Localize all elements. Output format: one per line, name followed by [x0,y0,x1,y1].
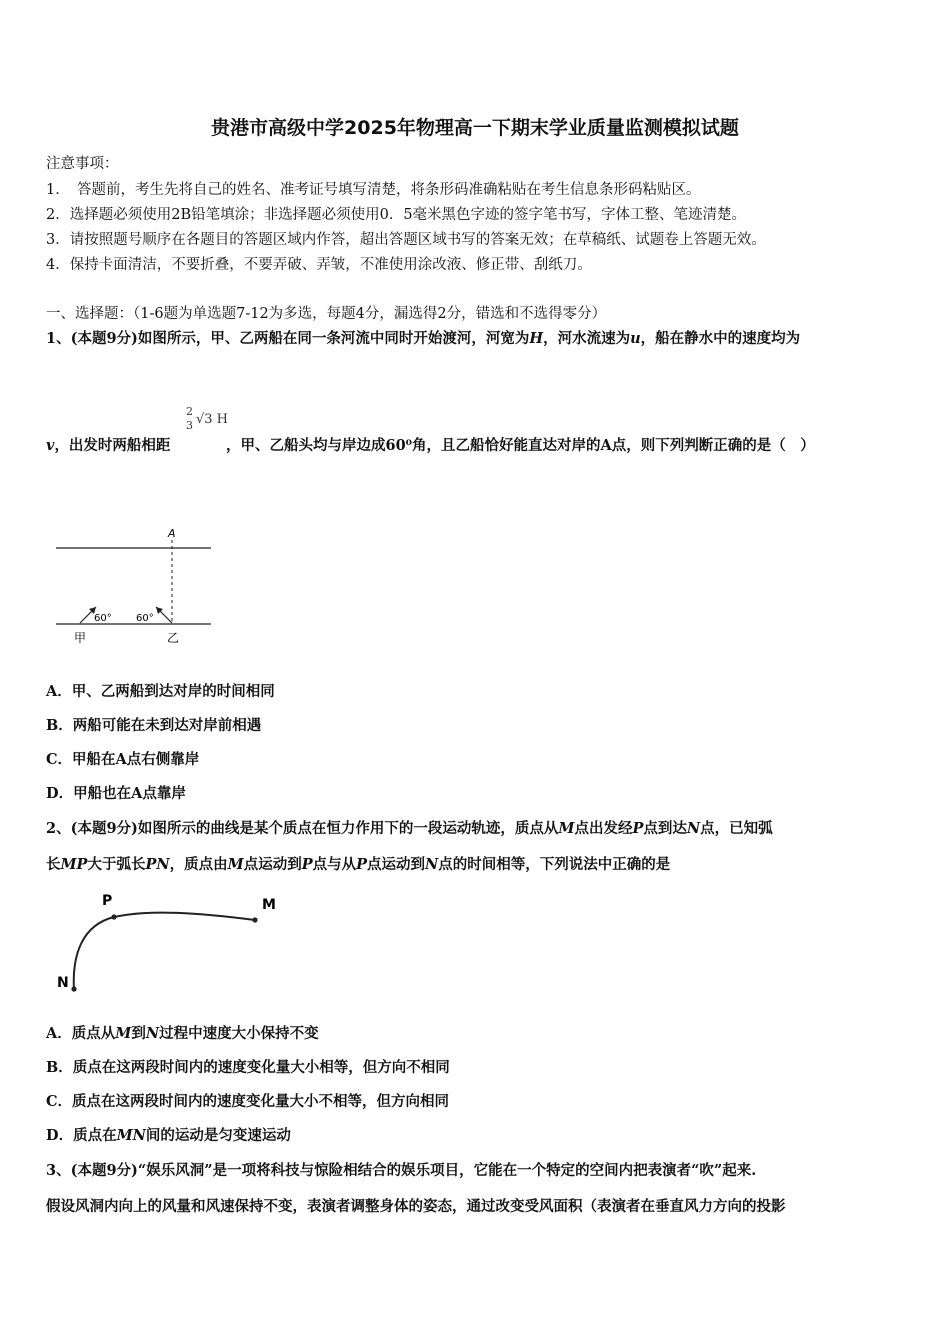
var-P: P [301,856,313,873]
var-N: N [145,1025,160,1042]
score-note: (本题9分) [70,1162,138,1179]
question-3-stem [46,1159,756,1180]
question-1-stem [46,327,800,348]
notice-item: 1． 答题前，考生先将自己的姓名、准考证号填写清楚，将条形码准确粘贴在考生信息条形码粘贴区。 [46,182,701,198]
question-1-stem-cont-a [46,434,170,455]
notice-item: 2．选择题必须使用2B铅笔填涂；非选择题必须使用0．5毫米黑色字迹的签字笔书写，字体工整、笔迹清楚。 [46,207,747,223]
segment-MN: MN [116,1127,146,1144]
formula-root: √3 H [196,412,229,427]
point-a-label: A [168,527,176,540]
river-diagram [50,520,220,650]
stem-text: 大于弧长 [87,856,146,873]
option-text: 间的运动是匀变速运动 [145,1127,291,1144]
question-2-stem [46,817,773,838]
arc-PN: PN [145,856,170,873]
arc-MP: MP [60,856,88,873]
point-m-label: M [262,897,276,913]
option-d [46,1124,291,1145]
notice-item: 3．请按照题号顺序在各题目的答题区域内作答，超出答题区域书写的答案无效；在草稿纸、试题卷上答题无效。 [46,232,766,248]
stem-text: 点与从 [312,856,357,873]
option-a [46,1022,319,1043]
var-N: N [686,820,701,837]
notice-heading: 注意事项： [46,156,119,172]
var-u: u [630,330,641,347]
stem-text: 如图所示，甲、乙两船在同一条河流中同时开始渡河，河宽为 [137,330,530,347]
point-n-dot [71,986,76,991]
question-number: 1、 [46,330,71,347]
option-b: B．质点在这两段时间内的速度变化量大小相等，但方向不相同 [46,1059,450,1076]
boat-yi-label: 乙 [167,631,180,645]
option-text: A．质点从 [46,1025,116,1042]
stem-text: 点运动到 [367,856,426,873]
stem-text: ，质点由 [169,856,228,873]
question-1-stem-cont-b: ，甲、乙船头均与岸边成60⁰角，且乙船恰好能直达对岸的A点，则下列判断正确的是（ ） [226,437,815,454]
score-note: (本题9分) [70,330,138,347]
stem-text: 点到达 [643,820,687,837]
stem-text: “娱乐风洞”是一项将科技与惊险相结合的娱乐项目，它能在一个特定的空间内把表演者“吹”起来. [137,1162,757,1179]
option-c: C．质点在这两段时间内的速度变化量大小不相等，但方向相同 [46,1093,450,1110]
var-N: N [425,856,439,873]
option-text: 过程中速度大小保持不变 [159,1025,319,1042]
trajectory-diagram [50,885,290,1000]
var-v: v [46,437,55,454]
var-P: P [632,820,644,837]
fraction-numerator: 2 [186,405,193,418]
option-text: 到 [131,1025,146,1042]
stem-text: ，河水流速为 [543,330,631,347]
var-P: P [356,856,368,873]
section-heading: 一、选择题：（1-6题为单选题7-12为多选，每题4分，漏选得2分，错选和不选得零分） [46,306,607,322]
point-n-label: N [57,975,69,991]
stem-text: 点的时间相等，下列说法中正确的是 [438,856,671,873]
stem-text: ，船在静水中的速度均为 [640,330,801,347]
question-3-stem-cont: 假设风洞内向上的风量和风速保持不变，表演者调整身体的姿态，通过改变受风面积（表演者在垂直风力方向的投影 [46,1198,786,1215]
option-text: D．质点在 [46,1127,117,1144]
question-number: 3、 [46,1162,71,1179]
stem-text: 点，已知弧 [700,820,773,837]
fraction-denominator: 3 [186,419,193,432]
page-title: 贵港市高级中学2025年物理高一下期末学业质量监测模拟试题 [211,117,739,139]
stem-text: 长 [46,856,61,873]
option-d: D．甲船也在A点靠岸 [46,785,186,802]
stem-text: ，出发时两船相距 [54,437,171,454]
question-2-stem-cont [46,853,670,874]
point-m-dot [252,917,257,922]
stem-text: 如图所示的曲线是某个质点在恒力作用下的一段运动轨迹，质点从 [137,820,559,837]
option-a: A．甲、乙两船到达对岸的时间相同 [46,683,275,700]
var-H: H [529,330,544,347]
trajectory-curve [74,913,255,990]
angle-label: 60° [136,613,154,624]
stem-text: 点运动到 [243,856,302,873]
score-note: (本题9分) [70,820,138,837]
var-M: M [558,820,575,837]
question-number: 2、 [46,820,71,837]
var-M: M [115,1025,132,1042]
var-M: M [227,856,244,873]
point-p-dot [111,914,116,919]
stem-text: 点出发经 [574,820,633,837]
point-p-label: P [102,893,113,909]
notice-item: 4．保持卡面清洁，不要折叠，不要弄破、弄皱，不准使用涂改液、修正带、刮纸刀。 [46,257,592,273]
angle-label: 60° [94,613,112,624]
option-c: C．甲船在A点右侧靠岸 [46,751,200,768]
boat-jia-label: 甲 [74,631,87,645]
option-b: B．两船可能在未到达对岸前相遇 [46,717,262,734]
